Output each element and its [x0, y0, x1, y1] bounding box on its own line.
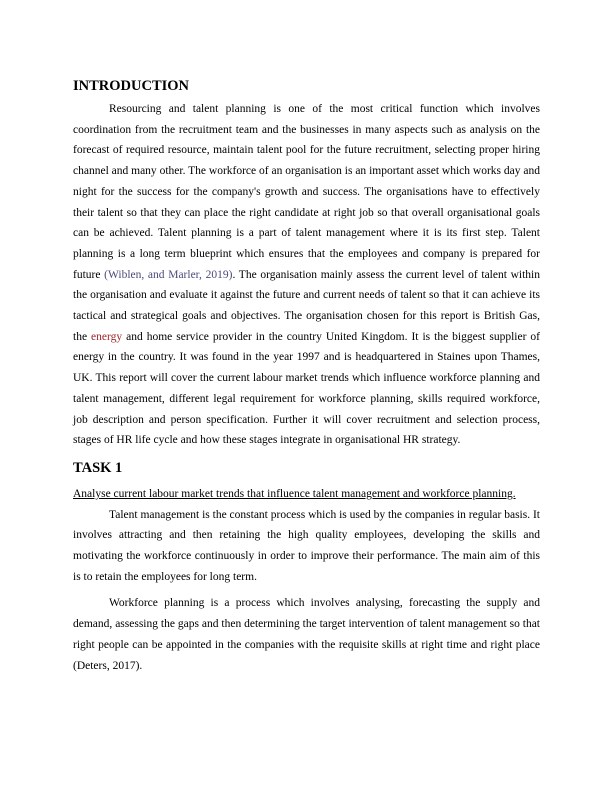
intro-text-part-2: . The organisation mainly assess the current level of talent within the organisation and evaluate it against the future and current needs of talent so that it can achieve its tactical and strategical goals and objectives. The organisation chosen for this report is British Gas, the [73, 268, 541, 343]
intro-text-part-1: Resourcing and talent planning is one of the most critical function which involves coordination from the recruitment team and the businesses in many aspects such as analysis on the forecast of required resource, maintain talent pool for the future recruitment, selecting proper hiring channel and many other. The workforce of an organisation is an important asset which works day and night for the success for the company's growth and success. The organisations have to effectively their talent so that they can place the right candidate at right job so that overall organisational goals can be achieved. Talent planning is a part of talent management where it is its first step. Talent planning is a long term blueprint which ensures that the employees and company is prepared for future [73, 103, 540, 281]
introduction-paragraph [73, 99, 540, 451]
talent-management-paragraph: Talent management is the constant process which is used by the companies in regular basis. It involves attracting and then retaining the high quality employees, developing the skills and motivating the workforce continuously in order to improve their performance. The main aim of this is to retain the employees for long term. [73, 508, 540, 583]
document-page [73, 78, 540, 676]
intro-text-part-3: and home service provider in the country United Kingdom. It is the biggest supplier of energy in the country. It was found in the year 1997 and is headquartered in Staines upon Thames, UK. This report will cover the current labour market trends which influence workforce planning and talent management, different legal requirement for workforce planning, skills required workforce, job description and person specification. Further it will cover recruitment and selection process, stages of HR life cycle and how these stages integrate in organisational HR strategy. [73, 330, 540, 447]
task1-heading: TASK 1 [73, 459, 123, 476]
task1-subheading: Analyse current labour market trends that influence talent management and workforce planning. [73, 487, 516, 500]
energy-keyword: energy [91, 330, 123, 343]
citation-wiblen-marler: (Wiblen, and Marler, 2019) [104, 268, 233, 281]
workforce-planning-paragraph: Workforce planning is a process which involves analysing, forecasting the supply and demand, assessing the gaps and then determining the target intervention of talent management so that right people can be appointed in the companies with the requisite skills at right time and right place (Deters, 2017). [73, 597, 540, 672]
introduction-heading: INTRODUCTION [73, 78, 190, 94]
